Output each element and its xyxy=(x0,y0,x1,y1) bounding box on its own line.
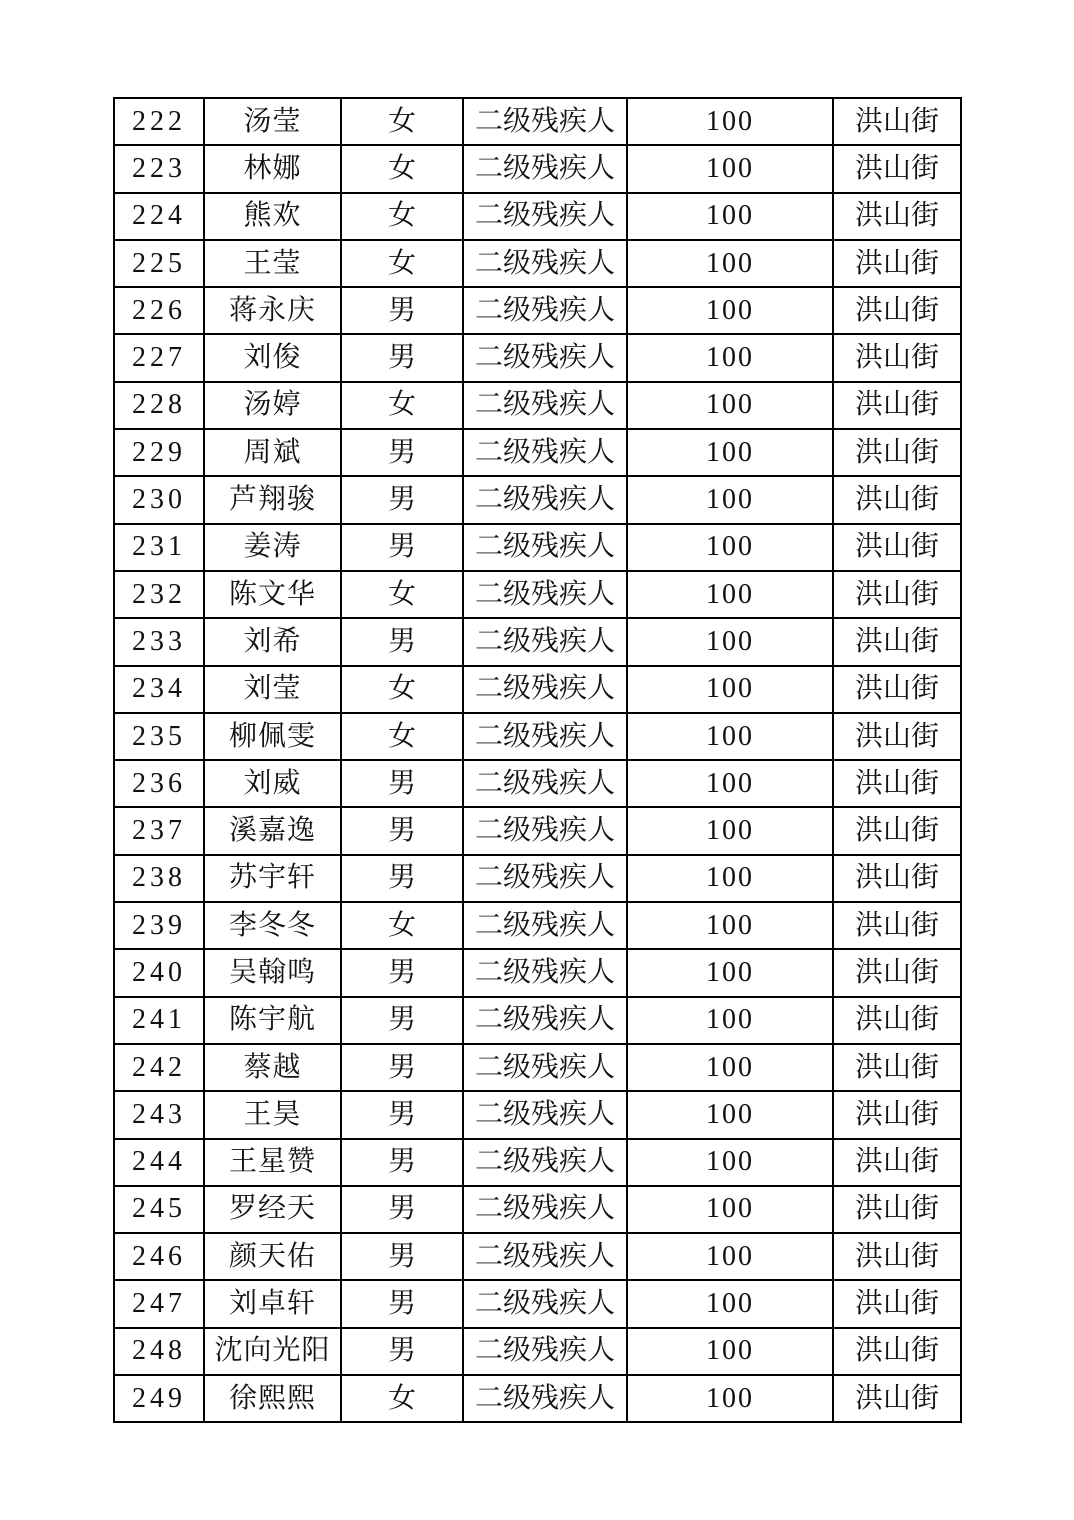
row-index-cell: 230 xyxy=(114,476,204,523)
category-cell: 二级残疾人 xyxy=(463,855,627,902)
amount-cell: 100 xyxy=(627,666,833,713)
name-cell: 芦翔骏 xyxy=(204,476,341,523)
table-row xyxy=(114,1280,961,1327)
row-index-cell: 223 xyxy=(114,145,204,192)
street-cell: 洪山街 xyxy=(833,145,961,192)
table-body xyxy=(114,98,961,1422)
gender-cell: 男 xyxy=(341,334,463,381)
category-cell: 二级残疾人 xyxy=(463,571,627,618)
amount-cell: 100 xyxy=(627,1328,833,1375)
street-cell: 洪山街 xyxy=(833,713,961,760)
category-cell: 二级残疾人 xyxy=(463,997,627,1044)
gender-cell: 男 xyxy=(341,1139,463,1186)
street-cell: 洪山街 xyxy=(833,618,961,665)
street-cell: 洪山街 xyxy=(833,902,961,949)
category-cell: 二级残疾人 xyxy=(463,1044,627,1091)
row-index-cell: 238 xyxy=(114,855,204,902)
recipient-table xyxy=(113,97,962,1423)
name-cell: 陈文华 xyxy=(204,571,341,618)
name-cell: 溪嘉逸 xyxy=(204,807,341,854)
table-row xyxy=(114,997,961,1044)
row-index-cell: 236 xyxy=(114,760,204,807)
category-cell: 二级残疾人 xyxy=(463,240,627,287)
gender-cell: 男 xyxy=(341,807,463,854)
gender-cell: 男 xyxy=(341,1328,463,1375)
category-cell: 二级残疾人 xyxy=(463,1375,627,1422)
name-cell: 周斌 xyxy=(204,429,341,476)
name-cell: 林娜 xyxy=(204,145,341,192)
category-cell: 二级残疾人 xyxy=(463,334,627,381)
amount-cell: 100 xyxy=(627,1044,833,1091)
name-cell: 苏宇轩 xyxy=(204,855,341,902)
name-cell: 蒋永庆 xyxy=(204,287,341,334)
gender-cell: 女 xyxy=(341,902,463,949)
name-cell: 李冬冬 xyxy=(204,902,341,949)
street-cell: 洪山街 xyxy=(833,571,961,618)
table-row xyxy=(114,618,961,665)
name-cell: 刘莹 xyxy=(204,666,341,713)
street-cell: 洪山街 xyxy=(833,1186,961,1233)
table-row xyxy=(114,807,961,854)
street-cell: 洪山街 xyxy=(833,98,961,145)
category-cell: 二级残疾人 xyxy=(463,476,627,523)
street-cell: 洪山街 xyxy=(833,949,961,996)
gender-cell: 男 xyxy=(341,1044,463,1091)
gender-cell: 男 xyxy=(341,949,463,996)
table-row xyxy=(114,240,961,287)
name-cell: 刘威 xyxy=(204,760,341,807)
row-index-cell: 248 xyxy=(114,1328,204,1375)
category-cell: 二级残疾人 xyxy=(463,1186,627,1233)
street-cell: 洪山街 xyxy=(833,760,961,807)
row-index-cell: 239 xyxy=(114,902,204,949)
table-row xyxy=(114,1375,961,1422)
category-cell: 二级残疾人 xyxy=(463,902,627,949)
gender-cell: 男 xyxy=(341,1091,463,1138)
row-index-cell: 225 xyxy=(114,240,204,287)
amount-cell: 100 xyxy=(627,713,833,760)
row-index-cell: 228 xyxy=(114,382,204,429)
row-index-cell: 222 xyxy=(114,98,204,145)
gender-cell: 男 xyxy=(341,997,463,1044)
gender-cell: 男 xyxy=(341,1280,463,1327)
name-cell: 徐熙熙 xyxy=(204,1375,341,1422)
street-cell: 洪山街 xyxy=(833,193,961,240)
street-cell: 洪山街 xyxy=(833,524,961,571)
amount-cell: 100 xyxy=(627,524,833,571)
gender-cell: 女 xyxy=(341,240,463,287)
gender-cell: 女 xyxy=(341,145,463,192)
street-cell: 洪山街 xyxy=(833,1044,961,1091)
category-cell: 二级残疾人 xyxy=(463,1328,627,1375)
table-row xyxy=(114,713,961,760)
street-cell: 洪山街 xyxy=(833,997,961,1044)
category-cell: 二级残疾人 xyxy=(463,287,627,334)
name-cell: 罗经天 xyxy=(204,1186,341,1233)
row-index-cell: 231 xyxy=(114,524,204,571)
name-cell: 熊欢 xyxy=(204,193,341,240)
street-cell: 洪山街 xyxy=(833,1091,961,1138)
row-index-cell: 233 xyxy=(114,618,204,665)
row-index-cell: 227 xyxy=(114,334,204,381)
name-cell: 柳佩雯 xyxy=(204,713,341,760)
gender-cell: 男 xyxy=(341,287,463,334)
gender-cell: 女 xyxy=(341,713,463,760)
category-cell: 二级残疾人 xyxy=(463,1091,627,1138)
street-cell: 洪山街 xyxy=(833,1139,961,1186)
name-cell: 沈向光阳 xyxy=(204,1328,341,1375)
gender-cell: 女 xyxy=(341,98,463,145)
name-cell: 汤莹 xyxy=(204,98,341,145)
gender-cell: 女 xyxy=(341,193,463,240)
amount-cell: 100 xyxy=(627,949,833,996)
category-cell: 二级残疾人 xyxy=(463,382,627,429)
category-cell: 二级残疾人 xyxy=(463,193,627,240)
row-index-cell: 246 xyxy=(114,1233,204,1280)
table-row xyxy=(114,949,961,996)
amount-cell: 100 xyxy=(627,1280,833,1327)
gender-cell: 女 xyxy=(341,571,463,618)
amount-cell: 100 xyxy=(627,1233,833,1280)
category-cell: 二级残疾人 xyxy=(463,1280,627,1327)
amount-cell: 100 xyxy=(627,145,833,192)
row-index-cell: 240 xyxy=(114,949,204,996)
name-cell: 刘希 xyxy=(204,618,341,665)
category-cell: 二级残疾人 xyxy=(463,666,627,713)
name-cell: 蔡越 xyxy=(204,1044,341,1091)
amount-cell: 100 xyxy=(627,571,833,618)
table-row xyxy=(114,193,961,240)
row-index-cell: 241 xyxy=(114,997,204,1044)
street-cell: 洪山街 xyxy=(833,666,961,713)
row-index-cell: 244 xyxy=(114,1139,204,1186)
gender-cell: 男 xyxy=(341,524,463,571)
table-row xyxy=(114,666,961,713)
gender-cell: 男 xyxy=(341,476,463,523)
row-index-cell: 237 xyxy=(114,807,204,854)
amount-cell: 100 xyxy=(627,1186,833,1233)
street-cell: 洪山街 xyxy=(833,382,961,429)
category-cell: 二级残疾人 xyxy=(463,1233,627,1280)
category-cell: 二级残疾人 xyxy=(463,618,627,665)
row-index-cell: 242 xyxy=(114,1044,204,1091)
amount-cell: 100 xyxy=(627,1375,833,1422)
street-cell: 洪山街 xyxy=(833,1280,961,1327)
street-cell: 洪山街 xyxy=(833,334,961,381)
amount-cell: 100 xyxy=(627,240,833,287)
row-index-cell: 234 xyxy=(114,666,204,713)
row-index-cell: 245 xyxy=(114,1186,204,1233)
category-cell: 二级残疾人 xyxy=(463,807,627,854)
amount-cell: 100 xyxy=(627,997,833,1044)
amount-cell: 100 xyxy=(627,1091,833,1138)
gender-cell: 女 xyxy=(341,382,463,429)
table-row xyxy=(114,145,961,192)
street-cell: 洪山街 xyxy=(833,476,961,523)
street-cell: 洪山街 xyxy=(833,240,961,287)
category-cell: 二级残疾人 xyxy=(463,98,627,145)
table-row xyxy=(114,1091,961,1138)
name-cell: 刘卓轩 xyxy=(204,1280,341,1327)
table-row xyxy=(114,1233,961,1280)
table-row xyxy=(114,334,961,381)
category-cell: 二级残疾人 xyxy=(463,524,627,571)
category-cell: 二级残疾人 xyxy=(463,949,627,996)
name-cell: 王莹 xyxy=(204,240,341,287)
table-row xyxy=(114,855,961,902)
table-row xyxy=(114,1328,961,1375)
table-row xyxy=(114,1186,961,1233)
street-cell: 洪山街 xyxy=(833,1328,961,1375)
street-cell: 洪山街 xyxy=(833,429,961,476)
amount-cell: 100 xyxy=(627,807,833,854)
row-index-cell: 224 xyxy=(114,193,204,240)
row-index-cell: 229 xyxy=(114,429,204,476)
table-row xyxy=(114,1139,961,1186)
table-row xyxy=(114,571,961,618)
table-row xyxy=(114,524,961,571)
table-row xyxy=(114,382,961,429)
table-row xyxy=(114,760,961,807)
amount-cell: 100 xyxy=(627,618,833,665)
table-row xyxy=(114,1044,961,1091)
category-cell: 二级残疾人 xyxy=(463,145,627,192)
name-cell: 姜涛 xyxy=(204,524,341,571)
amount-cell: 100 xyxy=(627,287,833,334)
gender-cell: 女 xyxy=(341,1375,463,1422)
gender-cell: 男 xyxy=(341,429,463,476)
street-cell: 洪山街 xyxy=(833,855,961,902)
table-row xyxy=(114,98,961,145)
table-row xyxy=(114,476,961,523)
category-cell: 二级残疾人 xyxy=(463,429,627,476)
amount-cell: 100 xyxy=(627,476,833,523)
street-cell: 洪山街 xyxy=(833,1375,961,1422)
gender-cell: 男 xyxy=(341,855,463,902)
name-cell: 王星赞 xyxy=(204,1139,341,1186)
name-cell: 颜天佑 xyxy=(204,1233,341,1280)
gender-cell: 男 xyxy=(341,618,463,665)
name-cell: 王昊 xyxy=(204,1091,341,1138)
name-cell: 汤婷 xyxy=(204,382,341,429)
name-cell: 陈宇航 xyxy=(204,997,341,1044)
amount-cell: 100 xyxy=(627,382,833,429)
category-cell: 二级残疾人 xyxy=(463,1139,627,1186)
table-row xyxy=(114,429,961,476)
amount-cell: 100 xyxy=(627,1139,833,1186)
amount-cell: 100 xyxy=(627,855,833,902)
street-cell: 洪山街 xyxy=(833,1233,961,1280)
amount-cell: 100 xyxy=(627,334,833,381)
row-index-cell: 249 xyxy=(114,1375,204,1422)
amount-cell: 100 xyxy=(627,193,833,240)
gender-cell: 男 xyxy=(341,1186,463,1233)
table-row xyxy=(114,902,961,949)
row-index-cell: 232 xyxy=(114,571,204,618)
name-cell: 刘俊 xyxy=(204,334,341,381)
street-cell: 洪山街 xyxy=(833,287,961,334)
amount-cell: 100 xyxy=(627,902,833,949)
gender-cell: 男 xyxy=(341,1233,463,1280)
gender-cell: 男 xyxy=(341,760,463,807)
category-cell: 二级残疾人 xyxy=(463,713,627,760)
gender-cell: 女 xyxy=(341,666,463,713)
amount-cell: 100 xyxy=(627,429,833,476)
amount-cell: 100 xyxy=(627,98,833,145)
table-row xyxy=(114,287,961,334)
street-cell: 洪山街 xyxy=(833,807,961,854)
row-index-cell: 226 xyxy=(114,287,204,334)
name-cell: 吴翰鸣 xyxy=(204,949,341,996)
row-index-cell: 235 xyxy=(114,713,204,760)
row-index-cell: 247 xyxy=(114,1280,204,1327)
amount-cell: 100 xyxy=(627,760,833,807)
category-cell: 二级残疾人 xyxy=(463,760,627,807)
row-index-cell: 243 xyxy=(114,1091,204,1138)
